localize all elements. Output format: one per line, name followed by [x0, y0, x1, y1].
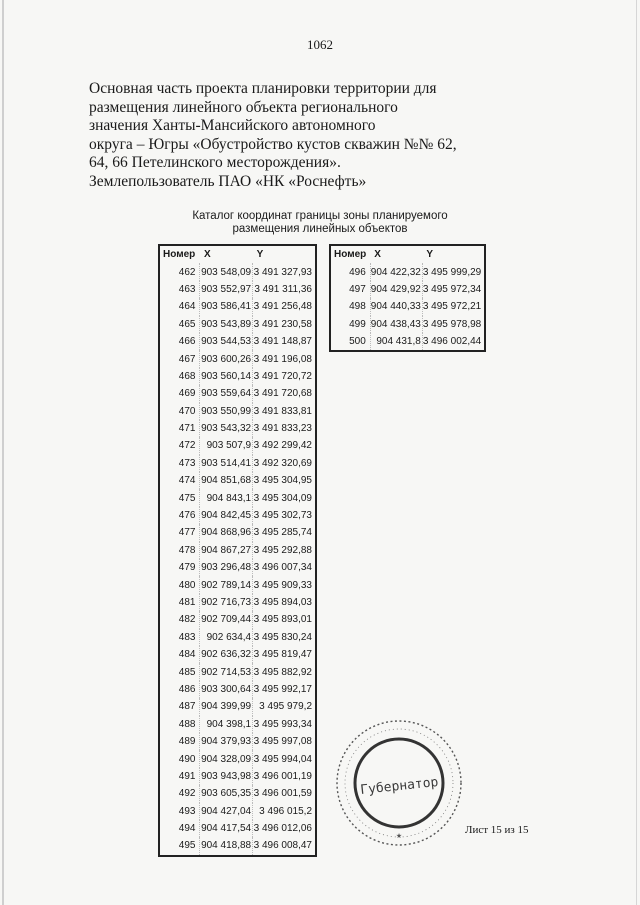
row-y: 3 495 909,33 [253, 576, 316, 593]
table-caption [150, 210, 490, 236]
table-row [330, 263, 485, 280]
row-number: 488 [178, 718, 196, 730]
table-row [159, 298, 316, 315]
row-x: 904 440,33 [370, 298, 422, 315]
sheet-label: Лист 15 из 15 [465, 824, 529, 836]
row-y: 3 491 833,81 [253, 403, 316, 420]
heading-line: округа – Югры «Обустройство кустов скважин №№ 62, [89, 135, 457, 153]
table-row [159, 768, 316, 785]
coordinates-table-right [329, 244, 486, 352]
row-x: 904 399,99 [200, 698, 253, 715]
row-number: 484 [178, 649, 196, 661]
row-number: 500 [349, 336, 366, 348]
row-number: 487 [178, 701, 196, 713]
table-row [159, 507, 316, 524]
header-x: X [374, 249, 381, 261]
row-y: 3 495 894,03 [253, 594, 316, 611]
table-header-row [330, 245, 485, 263]
document-heading [89, 80, 509, 192]
row-number: 485 [178, 666, 196, 678]
row-x: 903 507,9 [200, 437, 253, 454]
row-number: 486 [178, 683, 196, 695]
row-number: 465 [178, 318, 196, 330]
table-row [159, 646, 316, 663]
row-y: 3 496 008,47 [253, 837, 316, 855]
row-y: 3 491 311,36 [253, 281, 316, 298]
row-y: 3 495 979,2 [253, 698, 316, 715]
table-row [159, 803, 316, 820]
row-y: 3 495 819,47 [253, 646, 316, 663]
header-number: Номер [163, 249, 196, 261]
row-y: 3 495 999,29 [422, 263, 485, 280]
table-body-right [330, 263, 485, 351]
table-row [159, 785, 316, 802]
row-x: 902 714,53 [200, 663, 253, 680]
row-y: 3 495 302,73 [253, 507, 316, 524]
row-y: 3 491 720,72 [253, 368, 316, 385]
heading-line: значения Ханты-Мансийского автономного [89, 117, 376, 135]
row-x: 903 296,48 [200, 559, 253, 576]
row-y: 3 491 196,08 [253, 350, 316, 367]
row-number: 499 [349, 318, 366, 330]
page-edge-left [2, 0, 4, 905]
table-row [159, 437, 316, 454]
row-y: 3 496 001,19 [253, 768, 316, 785]
row-x: 903 300,64 [200, 681, 253, 698]
header-number: Номер [334, 249, 367, 261]
row-x: 902 716,73 [200, 594, 253, 611]
row-y: 3 495 997,08 [253, 733, 316, 750]
row-y: 3 495 978,98 [422, 316, 485, 333]
row-number: 495 [178, 840, 196, 852]
row-y: 3 495 893,01 [253, 611, 316, 628]
table-row [159, 733, 316, 750]
table-row [159, 542, 316, 559]
row-y: 3 491 148,87 [253, 333, 316, 350]
row-x: 904 867,27 [200, 542, 253, 559]
table-row [159, 333, 316, 350]
row-x: 903 543,89 [200, 316, 253, 333]
table-row [159, 350, 316, 367]
row-x: 903 548,09 [200, 263, 253, 280]
page-edge-right [636, 0, 637, 905]
stamp-text: Губернатор [359, 774, 440, 799]
official-seal-stamp [328, 712, 470, 854]
table-row [159, 559, 316, 576]
row-y: 3 495 304,09 [253, 489, 316, 506]
row-number: 474 [178, 475, 196, 487]
header-x: X [203, 249, 211, 261]
table-row [159, 455, 316, 472]
row-x: 903 560,14 [200, 368, 253, 385]
row-y: 3 491 720,68 [253, 385, 316, 402]
header-y: Y [256, 249, 264, 261]
row-number: 489 [178, 736, 196, 748]
coordinates-table-left [158, 244, 317, 857]
row-y: 3 495 830,24 [253, 629, 316, 646]
row-number: 473 [178, 457, 196, 469]
row-number: 494 [178, 823, 196, 835]
table-row [159, 524, 316, 541]
header-y: Y [426, 249, 433, 261]
row-x: 903 543,32 [200, 420, 253, 437]
row-number: 466 [178, 336, 196, 348]
row-number: 498 [349, 301, 366, 313]
row-x: 903 586,41 [200, 298, 253, 315]
row-number: 471 [178, 423, 196, 435]
row-x: 902 634,4 [200, 629, 253, 646]
row-x: 902 709,44 [200, 611, 253, 628]
table-row [159, 663, 316, 680]
row-x: 904 843,1 [200, 489, 253, 506]
row-y: 3 495 972,34 [422, 281, 485, 298]
row-y: 3 495 285,74 [253, 524, 316, 541]
row-y: 3 496 012,06 [253, 820, 316, 837]
row-x: 904 379,93 [200, 733, 253, 750]
table-row [159, 594, 316, 611]
row-x: 904 417,54 [200, 820, 253, 837]
row-x: 902 789,14 [200, 576, 253, 593]
row-x: 904 422,32 [370, 263, 422, 280]
row-y: 3 496 015,2 [253, 803, 316, 820]
heading-line: Землепользователь ПАО «НК «Роснефть» [89, 172, 367, 190]
row-y: 3 495 304,95 [253, 472, 316, 489]
table-row [159, 698, 316, 715]
row-x: 904 851,68 [200, 472, 253, 489]
row-number: 462 [178, 266, 196, 278]
row-y: 3 491 833,23 [253, 420, 316, 437]
row-x: 903 605,35 [200, 785, 253, 802]
row-number: 493 [178, 805, 196, 817]
table-row [159, 472, 316, 489]
row-y: 3 495 292,88 [253, 542, 316, 559]
table-row [159, 611, 316, 628]
row-number: 479 [178, 562, 196, 574]
row-x: 904 429,92 [370, 281, 422, 298]
page-number: 1062 [307, 37, 333, 52]
row-y: 3 496 002,44 [422, 333, 485, 351]
row-number: 491 [178, 770, 196, 782]
row-x: 903 552,97 [200, 281, 253, 298]
table-row [159, 681, 316, 698]
row-x: 904 328,09 [200, 750, 253, 767]
row-y: 3 491 256,48 [253, 298, 316, 315]
table-row [159, 263, 316, 280]
row-number: 482 [178, 614, 196, 626]
table-row [159, 403, 316, 420]
caption-line: размещения линейных объектов [232, 223, 408, 235]
row-number: 470 [178, 405, 196, 417]
row-y: 3 495 882,92 [253, 663, 316, 680]
row-number: 496 [349, 266, 366, 278]
row-x: 904 842,45 [200, 507, 253, 524]
row-number: 475 [178, 492, 196, 504]
row-y: 3 491 327,93 [253, 263, 316, 280]
row-number: 480 [178, 579, 196, 591]
row-x: 904 438,43 [370, 316, 422, 333]
row-number: 481 [178, 597, 196, 608]
table-row [159, 820, 316, 837]
table-row [330, 333, 485, 351]
row-x: 902 636,32 [200, 646, 253, 663]
row-number: 463 [178, 283, 196, 295]
row-y: 3 492 320,69 [253, 455, 316, 472]
heading-line: 64, 66 Петелинского месторождения». [89, 154, 341, 172]
row-number: 490 [178, 753, 196, 765]
heading-line: размещения линейного объекта регионального [89, 98, 398, 116]
table-row [159, 629, 316, 646]
row-y: 3 496 007,34 [253, 559, 316, 576]
row-y: 3 496 001,59 [253, 785, 316, 802]
table-row [159, 716, 316, 733]
table-row [159, 576, 316, 593]
row-y: 3 495 993,34 [253, 716, 316, 733]
row-x: 904 431,8 [370, 333, 422, 351]
table-row [159, 489, 316, 506]
stamp-star-icon: ★ [395, 832, 403, 840]
row-x: 904 398,1 [200, 716, 253, 733]
caption-line: Каталог координат границы зоны планируемого [192, 210, 448, 222]
table-row [159, 368, 316, 385]
row-x: 903 943,98 [200, 768, 253, 785]
row-x: 903 600,26 [200, 350, 253, 367]
row-x: 903 514,41 [200, 455, 253, 472]
table-body-left [159, 263, 316, 855]
table-row [330, 298, 485, 315]
row-number: 476 [178, 510, 196, 522]
row-number: 472 [178, 440, 196, 452]
row-number: 477 [178, 527, 196, 539]
table-row [159, 750, 316, 767]
table-row [330, 316, 485, 333]
row-x: 904 868,96 [200, 524, 253, 541]
row-y: 3 495 972,21 [422, 298, 485, 315]
row-x: 904 427,04 [200, 803, 253, 820]
table-row [159, 837, 316, 855]
row-number: 468 [178, 370, 196, 382]
row-x: 903 559,64 [200, 385, 253, 402]
row-x: 904 418,88 [200, 837, 253, 855]
table-row [159, 420, 316, 437]
table-row [159, 385, 316, 402]
row-y: 3 495 994,04 [253, 750, 316, 767]
heading-line: Основная часть проекта планировки территории для [89, 80, 437, 97]
table-header-row [159, 245, 316, 263]
row-number: 492 [178, 788, 196, 800]
table-row [159, 281, 316, 298]
row-number: 467 [178, 353, 196, 365]
row-number: 478 [178, 544, 196, 556]
row-y: 3 492 299,42 [253, 437, 316, 454]
row-number: 483 [178, 631, 196, 643]
row-x: 903 550,99 [200, 403, 253, 420]
row-number: 497 [349, 283, 366, 295]
row-number: 464 [178, 301, 196, 313]
row-y: 3 495 992,17 [253, 681, 316, 698]
table-row [159, 316, 316, 333]
row-number: 469 [178, 388, 196, 400]
table-row [330, 281, 485, 298]
row-y: 3 491 230,58 [253, 316, 316, 333]
row-x: 903 544,53 [200, 333, 253, 350]
